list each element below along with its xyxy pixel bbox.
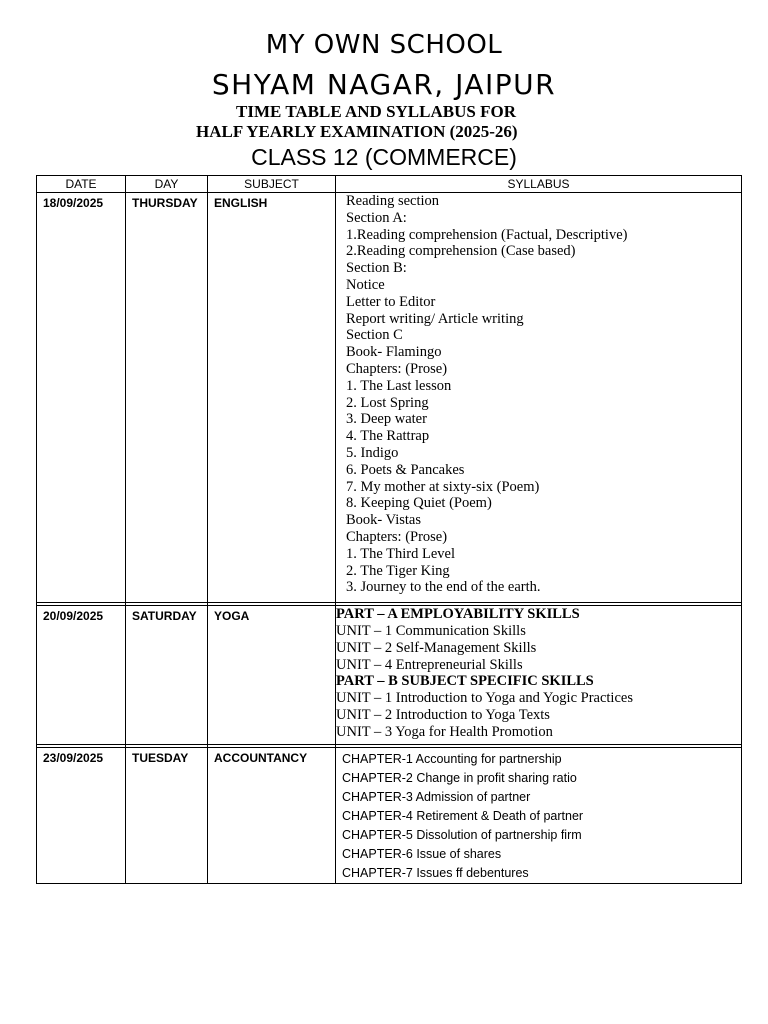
syllabus-item: 2. Lost Spring bbox=[346, 394, 429, 411]
syllabus-item: 2. The Tiger King bbox=[346, 562, 450, 579]
syllabus-item: Notice bbox=[346, 276, 385, 293]
table-row bbox=[37, 606, 742, 744]
table-row bbox=[37, 193, 742, 603]
syllabus-item: PART – A EMPLOYABILITY SKILLS bbox=[336, 606, 580, 623]
syllabus-item: CHAPTER-3 Admission of partner bbox=[342, 789, 531, 804]
syllabus-item: 8. Keeping Quiet (Poem) bbox=[346, 495, 492, 512]
syllabus-item: Reading section bbox=[346, 193, 440, 209]
school-location: SHYAM NAGAR, JAIPUR bbox=[211, 68, 557, 101]
syllabus-item: UNIT – 1 Communication Skills bbox=[336, 622, 526, 639]
syllabus-item: CHAPTER-1 Accounting for partnership bbox=[342, 751, 562, 766]
syllabus-item: CHAPTER-5 Dissolution of partnership firm bbox=[342, 827, 582, 842]
syllabus-item: 4. The Rattrap bbox=[346, 428, 430, 445]
syllabus-item: Section C bbox=[346, 327, 403, 344]
syllabus-list bbox=[336, 193, 742, 603]
syllabus-item: Letter to Editor bbox=[346, 293, 436, 310]
header-syllabus: SYLLABUS bbox=[336, 176, 742, 193]
syllabus-item: UNIT – 2 Self-Management Skills bbox=[336, 639, 537, 656]
syllabus-item: Section A: bbox=[346, 209, 407, 226]
table-row bbox=[37, 747, 742, 883]
exam-day: THURSDAY bbox=[126, 193, 208, 603]
timetable bbox=[36, 175, 742, 884]
exam-date: 18/09/2025 bbox=[37, 193, 126, 603]
exam-date: 23/09/2025 bbox=[37, 747, 126, 883]
syllabus-list bbox=[336, 606, 742, 744]
title-line-2: HALF YEARLY EXAMINATION (2025-26) bbox=[196, 122, 518, 141]
exam-subject: ACCOUNTANCY bbox=[208, 747, 336, 883]
syllabus-item: Report writing/ Article writing bbox=[346, 310, 524, 327]
syllabus-item: Book- Vistas bbox=[346, 512, 421, 529]
exam-date: 20/09/2025 bbox=[37, 606, 126, 744]
syllabus-item: Book- Flamingo bbox=[346, 344, 442, 361]
exam-day: SATURDAY bbox=[126, 606, 208, 744]
syllabus-item: 5. Indigo bbox=[346, 444, 399, 461]
title-line-1: TIME TABLE AND SYLLABUS FOR bbox=[236, 102, 516, 121]
syllabus-item: CHAPTER-6 Issue of shares bbox=[342, 846, 502, 861]
syllabus-item: Chapters: (Prose) bbox=[346, 528, 448, 545]
header-date: DATE bbox=[37, 176, 126, 193]
header-subject: SUBJECT bbox=[208, 176, 336, 193]
syllabus-item: CHAPTER-4 Retirement & Death of partner bbox=[342, 808, 584, 823]
syllabus-item: UNIT – 3 Yoga for Health Promotion bbox=[336, 723, 553, 740]
syllabus-item: 1. The Third Level bbox=[346, 545, 455, 562]
exam-subject: ENGLISH bbox=[208, 193, 336, 603]
syllabus-item: 7. My mother at sixty-six (Poem) bbox=[346, 478, 540, 495]
school-name: MY OWN SCHOOL bbox=[265, 30, 503, 60]
syllabus-item: UNIT – 4 Entrepreneurial Skills bbox=[336, 656, 523, 673]
syllabus-item: 3. Journey to the end of the earth. bbox=[346, 579, 541, 596]
syllabus-item: Chapters: (Prose) bbox=[346, 360, 448, 377]
syllabus-item: UNIT – 1 Introduction to Yoga and Yogic Practices bbox=[336, 690, 633, 707]
table-header-row bbox=[37, 176, 742, 193]
syllabus-item: CHAPTER-7 Issues ff debentures bbox=[342, 865, 529, 880]
syllabus-item: 2.Reading comprehension (Case based) bbox=[346, 243, 576, 260]
class-title: CLASS 12 (COMMERCE) bbox=[251, 144, 517, 170]
exam-day: TUESDAY bbox=[126, 747, 208, 883]
header-day: DAY bbox=[126, 176, 208, 193]
syllabus-item: 1. The Last lesson bbox=[346, 377, 452, 394]
exam-subject: YOGA bbox=[208, 606, 336, 744]
syllabus-item: 3. Deep water bbox=[346, 411, 427, 428]
syllabus-item: Section B: bbox=[346, 260, 407, 277]
syllabus-item: CHAPTER-2 Change in profit sharing ratio bbox=[342, 770, 577, 785]
syllabus-item: 1.Reading comprehension (Factual, Descriptive) bbox=[346, 226, 628, 243]
syllabus-list bbox=[336, 747, 742, 883]
syllabus-item: 6. Poets & Pancakes bbox=[346, 461, 465, 478]
syllabus-item: PART – B SUBJECT SPECIFIC SKILLS bbox=[336, 673, 594, 690]
syllabus-item: UNIT – 2 Introduction to Yoga Texts bbox=[336, 706, 550, 723]
